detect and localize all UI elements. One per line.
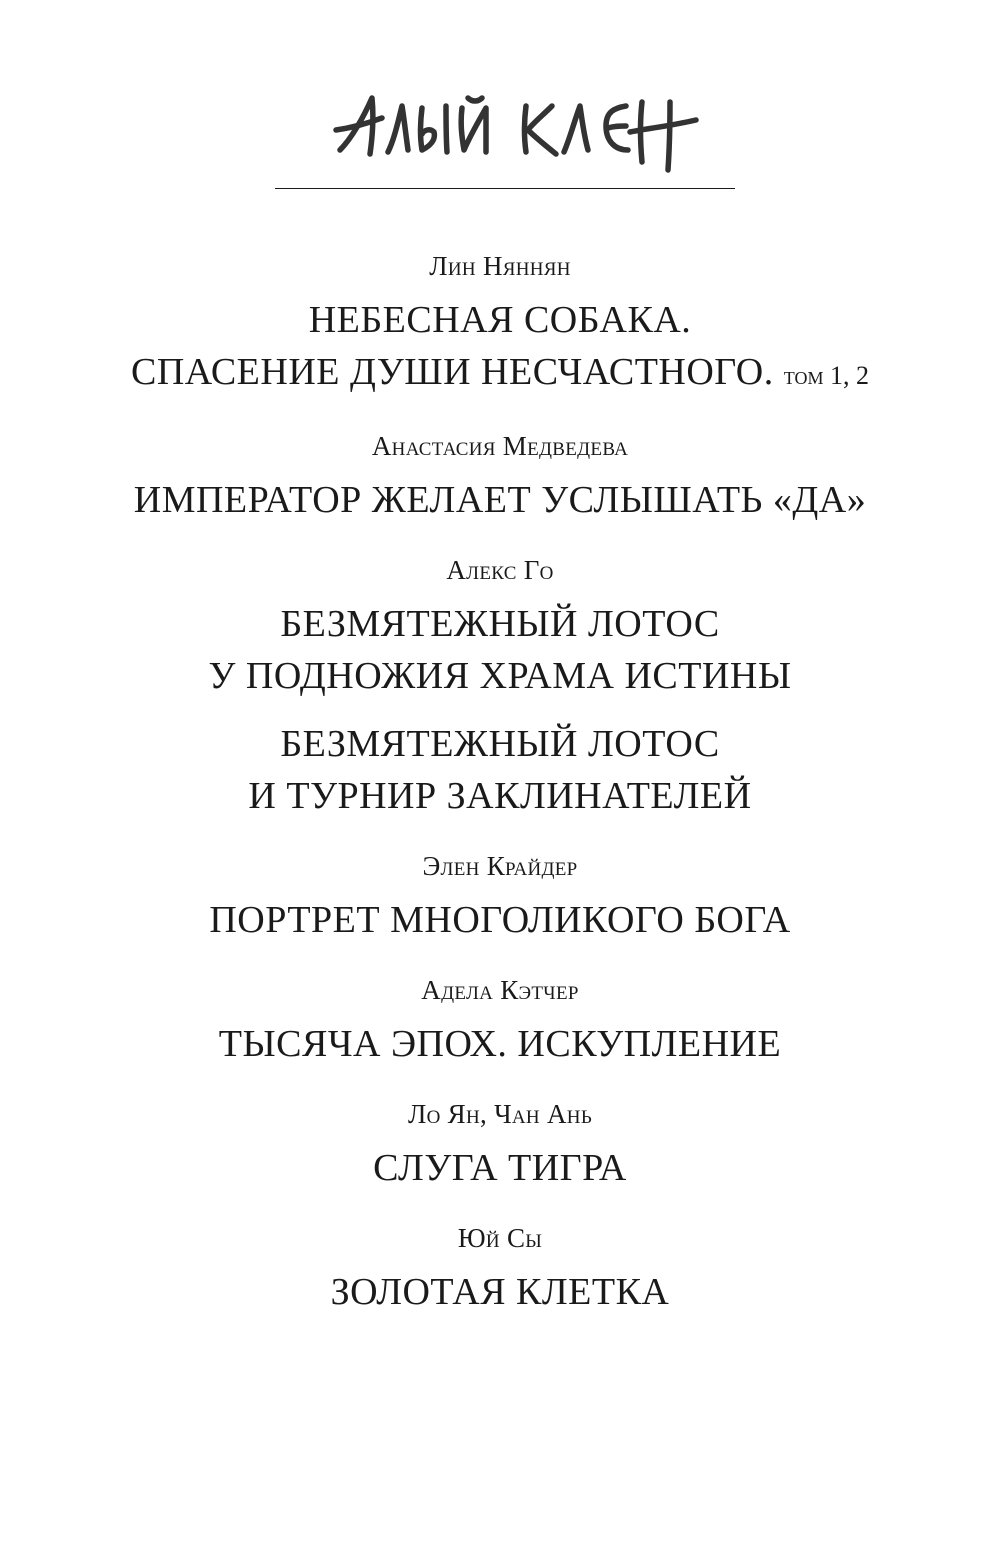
book-entry bbox=[0, 428, 1000, 526]
book-entry bbox=[0, 1096, 1000, 1194]
author-name: Лин Няннян bbox=[429, 251, 571, 281]
book-list bbox=[0, 248, 1000, 1318]
author-name: Анастасия Медведева bbox=[371, 431, 629, 461]
book-title-line: ПОРТРЕТ МНОГОЛИКОГО БОГА bbox=[209, 899, 791, 941]
book-title-line: НЕБЕСНАЯ СОБАКА. bbox=[308, 299, 692, 341]
publisher-logo bbox=[330, 78, 700, 178]
book-entry bbox=[0, 552, 1000, 822]
book-title-line: ИМПЕРАТОР ЖЕЛАЕТ УСЛЫШАТЬ «ДА» bbox=[133, 479, 867, 521]
book-title-line: У ПОДНОЖИЯ ХРАМА ИСТИНЫ bbox=[208, 655, 792, 697]
author-name: Юй Сы bbox=[457, 1223, 543, 1253]
book-title-line: БЕЗМЯТЕЖНЫЙ ЛОТОС bbox=[280, 603, 720, 645]
book-entry bbox=[0, 248, 1000, 402]
book-title-line: СЛУГА ТИГРА bbox=[373, 1147, 627, 1189]
volume-label: том 1, 2 bbox=[783, 361, 870, 390]
author-name: Адела Кэтчер bbox=[421, 975, 579, 1005]
author-name: Алекс Го bbox=[446, 555, 554, 585]
author-name: Элен Крайдер bbox=[422, 851, 578, 881]
book-title-line: БЕЗМЯТЕЖНЫЙ ЛОТОС bbox=[280, 723, 720, 765]
book-title-line: И ТУРНИР ЗАКЛИНАТЕЛЕЙ bbox=[248, 775, 752, 817]
divider-line bbox=[275, 188, 735, 189]
book-entry bbox=[0, 848, 1000, 946]
author-name: Ло Ян, Чан Ань bbox=[407, 1099, 593, 1129]
book-title-text: СПАСЕНИЕ ДУШИ НЕСЧАСТНОГО. bbox=[130, 351, 774, 393]
book-title-line: ТЫСЯЧА ЭПОХ. ИСКУПЛЕНИЕ bbox=[218, 1023, 782, 1065]
book-title-line bbox=[0, 346, 1000, 402]
publisher-logo-mark bbox=[330, 78, 700, 178]
book-entry bbox=[0, 972, 1000, 1070]
book-title-line: ЗОЛОТАЯ КЛЕТКА bbox=[330, 1271, 670, 1313]
book-entry bbox=[0, 1220, 1000, 1318]
